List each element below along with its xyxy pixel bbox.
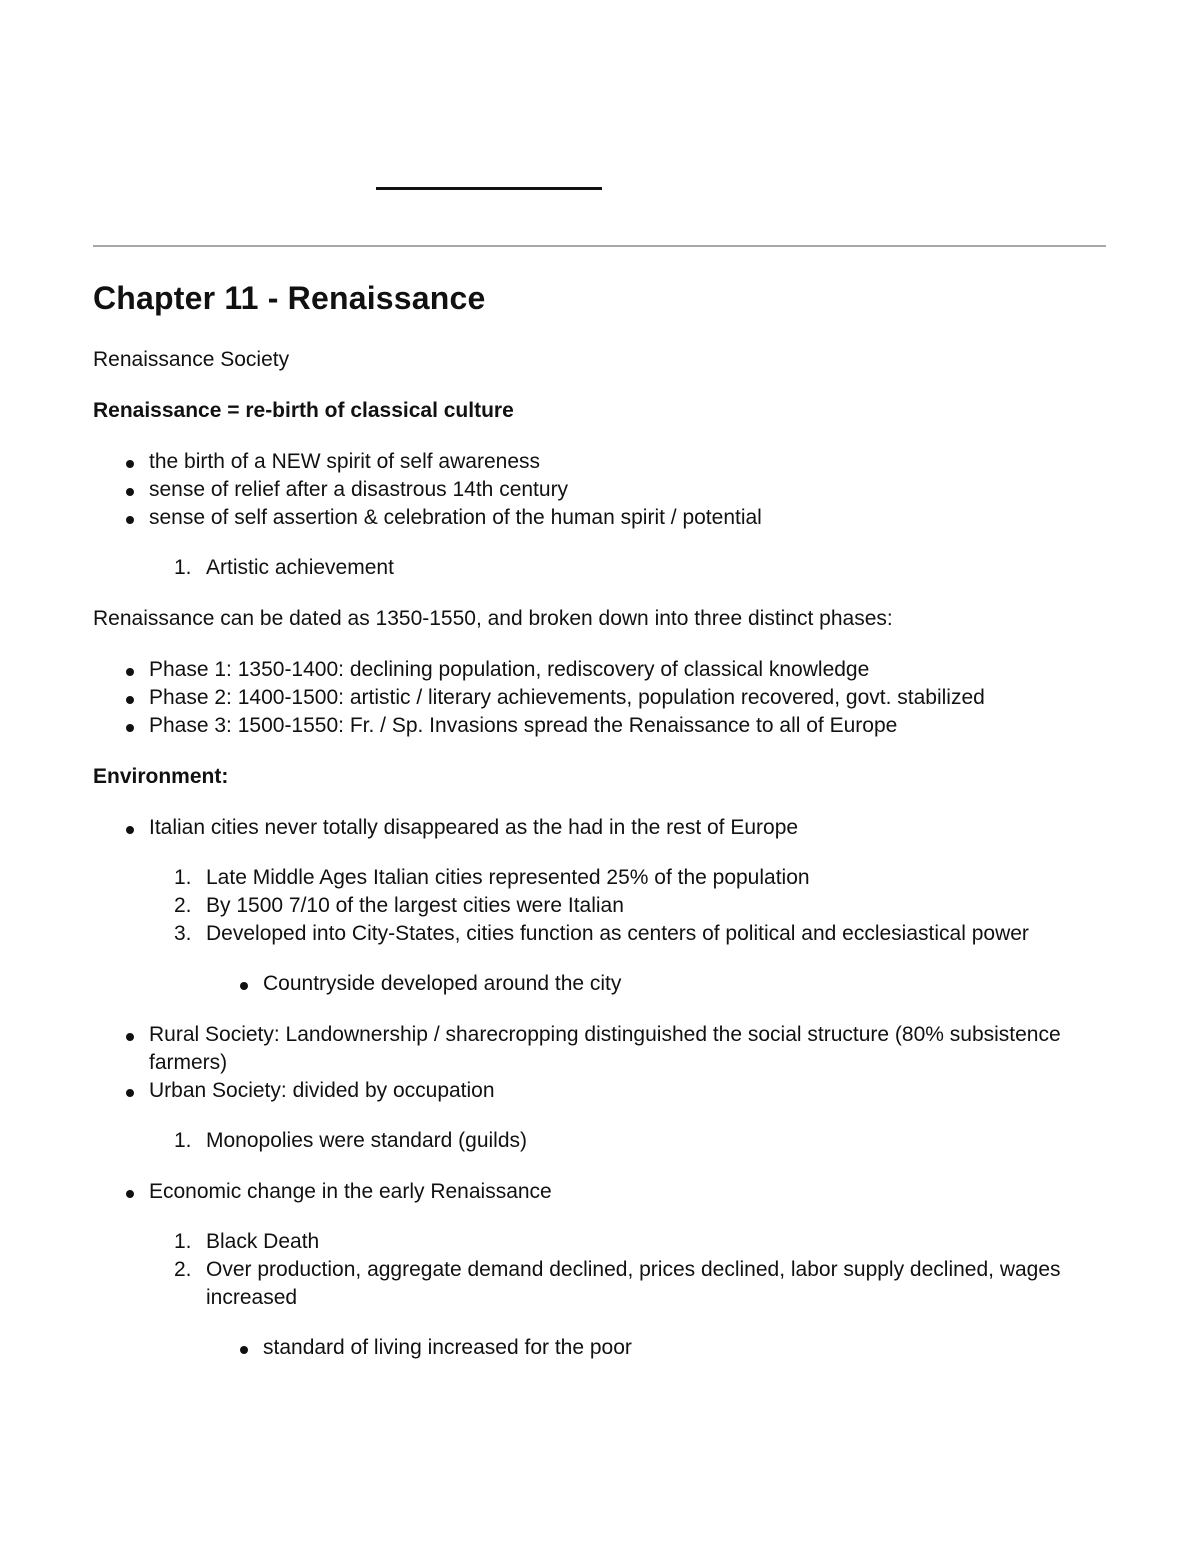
environment-heading: Environment:	[93, 765, 229, 788]
list-item: the birth of a NEW spirit of self awareness	[93, 448, 1093, 476]
list-item	[93, 864, 1093, 892]
list-number: 2.	[174, 1258, 192, 1281]
list-number: 2.	[174, 894, 192, 917]
list-number: 1.	[174, 1129, 192, 1152]
page-title: Chapter 11 - Renaissance	[93, 280, 486, 316]
list-item: Urban Society: divided by occupation	[93, 1077, 1093, 1105]
horizontal-divider	[93, 245, 1106, 247]
list-item-text: Black Death	[206, 1230, 320, 1253]
list-item: Economic change in the early Renaissance	[93, 1178, 1093, 1206]
list-item	[93, 554, 1093, 582]
phases-bullet-list	[93, 656, 1093, 740]
definition-numbered-list	[93, 554, 1093, 582]
list-item	[93, 892, 1093, 920]
list-item: Phase 3: 1500-1550: Fr. / Sp. Invasions spread the Renaissance to all of Europe	[93, 712, 1093, 740]
name-blank-line	[376, 187, 602, 190]
list-number: 3.	[174, 922, 192, 945]
economic-numbered-list	[93, 1228, 1093, 1312]
environment-bullet-list	[93, 814, 1093, 842]
list-item: Italian cities never totally disappeared as the had in the rest of Europe	[93, 814, 1093, 842]
society-bullet-list	[93, 1021, 1093, 1105]
list-item: sense of self assertion & celebration of the human spirit / potential	[93, 504, 1093, 532]
environment-sub-bullet-list	[93, 970, 1093, 998]
section-subtitle: Renaissance Society	[93, 348, 290, 371]
list-item	[93, 920, 1093, 948]
economic-sub-bullet-list	[93, 1334, 1093, 1362]
list-item	[93, 1228, 1093, 1256]
economic-bullet-list	[93, 1178, 1093, 1206]
society-numbered-list	[93, 1127, 1093, 1155]
list-number: 1.	[174, 1230, 192, 1253]
renaissance-definition-heading: Renaissance = re-birth of classical culture	[93, 399, 514, 422]
list-item-text: Developed into City-States, cities function as centers of political and ecclesiastical power	[206, 922, 1029, 945]
list-item: Countryside developed around the city	[93, 970, 1093, 998]
definition-bullet-list	[93, 448, 1093, 532]
list-item-text: Artistic achievement	[206, 556, 394, 579]
environment-numbered-list	[93, 864, 1093, 948]
list-item-text: Monopolies were standard (guilds)	[206, 1129, 527, 1152]
list-number: 1.	[174, 866, 192, 889]
list-item: Rural Society: Landownership / sharecropping distinguished the social structure (80% subsistence farmers)	[93, 1021, 1093, 1077]
document-body	[93, 278, 1093, 1362]
list-item: sense of relief after a disastrous 14th century	[93, 476, 1093, 504]
list-item-text: Over production, aggregate demand declined, prices declined, labor supply declined, wages increased	[206, 1258, 1061, 1309]
list-item: Phase 2: 1400-1500: artistic / literary achievements, population recovered, govt. stabilized	[93, 684, 1093, 712]
dating-paragraph: Renaissance can be dated as 1350-1550, and broken down into three distinct phases:	[93, 607, 893, 630]
list-item	[93, 1127, 1093, 1155]
list-item-text: By 1500 7/10 of the largest cities were Italian	[206, 894, 624, 917]
list-number: 1.	[174, 556, 192, 579]
list-item	[93, 1256, 1093, 1312]
list-item: standard of living increased for the poor	[93, 1334, 1093, 1362]
list-item-text: Late Middle Ages Italian cities represented 25% of the population	[206, 866, 810, 889]
list-item: Phase 1: 1350-1400: declining population, rediscovery of classical knowledge	[93, 656, 1093, 684]
